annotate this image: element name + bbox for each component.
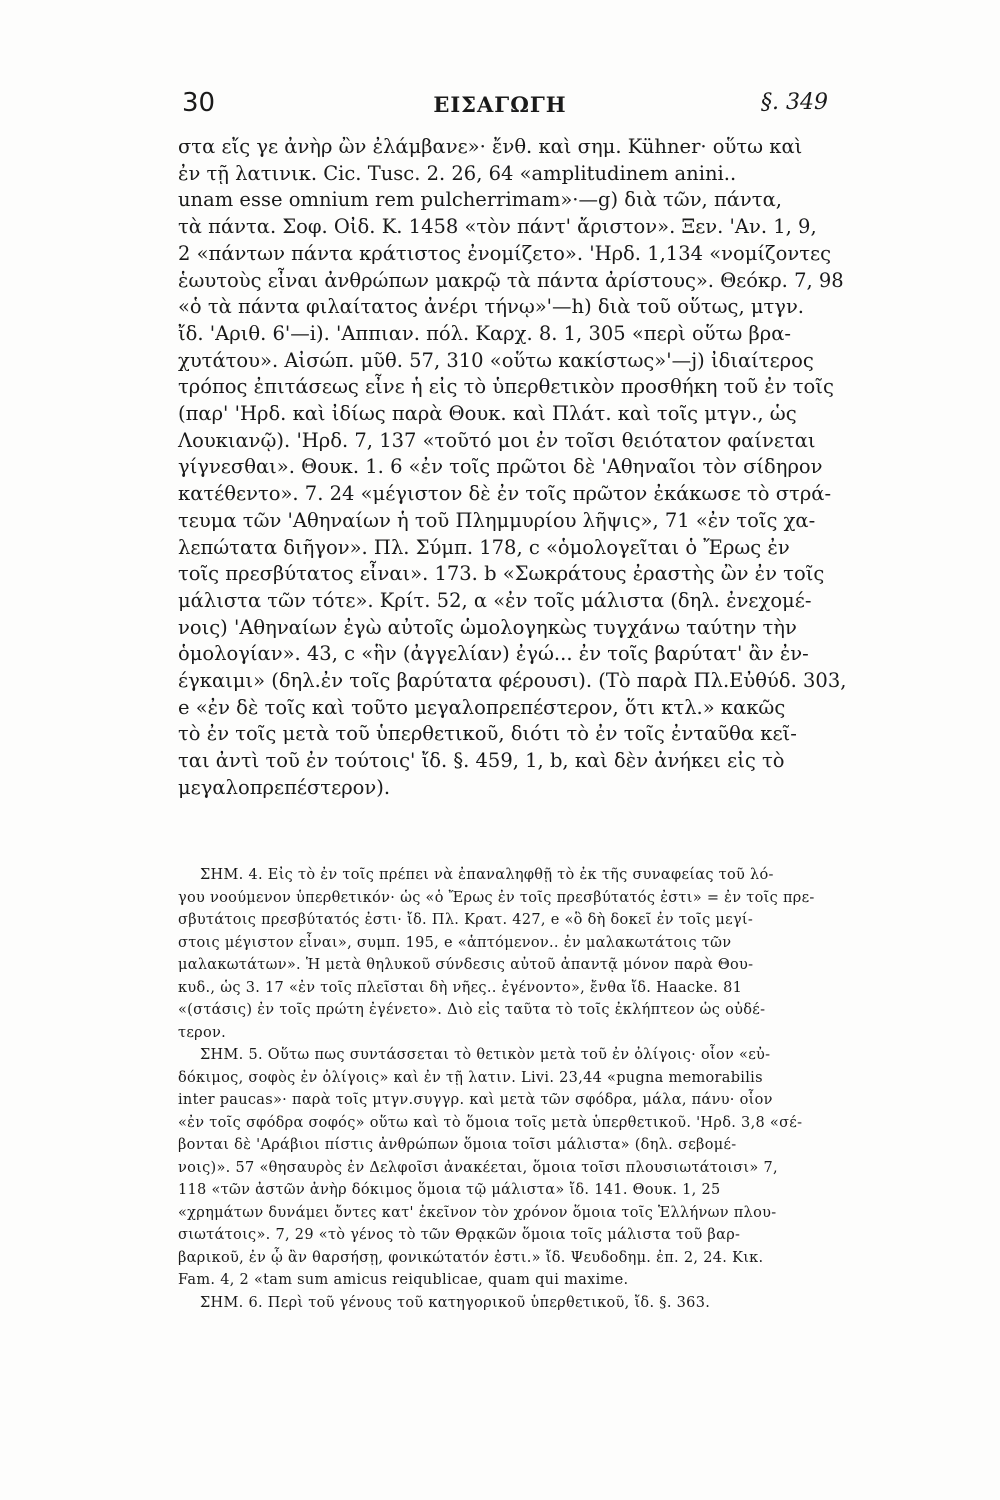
note-line: δόκιμος, σοφὸς ἐν ὀλίγοις» καὶ ἐν τῇ λατιν. Livi. 23,44 «pugna memorabilis <box>178 1069 763 1086</box>
note-line: σιωτάτοις». 7, 29 «τὸ γένος τὸ τῶν Θρᾳκῶν ὅμοια τοῖς μάλιστα τοῦ βαρ- <box>178 1227 741 1243</box>
note-line: μαλακωτάτων». Ἡ μετὰ θηλυκοῦ σύνδεσις αὐτοῦ ἀπαντᾷ μόνον παρὰ Θου- <box>178 957 754 973</box>
page-number: 30 <box>182 88 216 118</box>
text-line: τρόπος ἐπιτάσεως εἶνε ἡ εἰς τὸ ὑπερθετικὸν προσθήκη τοῦ ἐν τοῖς <box>178 375 834 399</box>
note-line: ΣΗΜ. 6. Περὶ τοῦ γένους τοῦ κατηγορικοῦ ὑπερθετικοῦ, ἴδ. §. 363. <box>200 1294 711 1311</box>
text-line: τὰ πάντα. Σοφ. Οἰδ. Κ. 1458 «τὸν πάντ' ἄριστον». Ξεν. 'Αν. 1, 9, <box>178 215 817 239</box>
text-line: «ὁ τὰ πάντα φιλαίτατος ἀνέρι τήνῳ»'—h) διὰ τοῦ οὕτως, μτγν. <box>178 295 805 319</box>
text-line: στα εἴς γε ἀνὴρ ὢν ἐλάμβανε»· ἔνθ. καὶ σημ. Kühner· οὕτω καὶ <box>178 135 803 158</box>
note-line: ΣΗΜ. 5. Οὕτω πως συντάσσεται τὸ θετικὸν μετὰ τοῦ ἐν ὀλίγοις· οἷον «εὐ- <box>200 1047 771 1063</box>
text-line: νοις) 'Αθηναίων ἐγὼ αὐτοῖς ὡμολογηκὼς τυγχάνω ταύτην τὴν <box>178 615 797 639</box>
text-line: 2 «πάντων πάντα κράτιστος ἐνομίζετο». 'Ηρδ. 1,134 «νομίζοντες <box>178 241 832 265</box>
note-line: νοις)». 57 «θησαυρὸς ἐν Δελφοῖσι ἀνακέεται, ὅμοια τοῖσι πλουσιωτάτοισι» 7, <box>178 1159 778 1176</box>
note-line: inter paucas»· παρὰ τοῖς μτγν.συγγρ. καὶ μετὰ τῶν σφόδρα, μάλα, πάνυ· οἷον <box>178 1092 773 1108</box>
text-line: (παρ' 'Ηρδ. καὶ ἰδίως παρὰ Θουκ. καὶ Πλάτ. καὶ τοῖς μτγν., ὡς <box>178 402 797 426</box>
note-line: σβυτάτοις πρεσβύτατός ἐστι· ἴδ. Πλ. Κρατ. 427, e «ὃ δὴ δοκεῖ ἐν τοῖς μεγί- <box>178 912 754 928</box>
text-line: ἴδ. 'Αριθ. 6'—i). 'Αππιαν. πόλ. Καρχ. 8. 1, 305 «περὶ οὕτω βρα- <box>178 321 792 345</box>
text-line: γίγνεσθαι». Θουκ. 1. 6 «ἐν τοῖς πρῶτοι δὲ 'Αθηναῖοι τὸν σίδηρον <box>178 455 823 479</box>
text-line: μεγαλοπρεπέστερον). <box>178 775 391 799</box>
text-line: ἑωυτοὺς εἶναι ἀνθρώπων μακρῷ τὰ πάντα ἀρίστους». Θεόκρ. 7, 98 <box>178 268 844 292</box>
note-line: τερον. <box>178 1024 227 1041</box>
note-line: ΣΗΜ. 4. Εἰς τὸ ἐν τοῖς πρέπει νὰ ἐπαναληφθῇ τὸ ἐκ τῆς συναφείας τοῦ λό- <box>200 867 774 883</box>
section-reference: §. 349 <box>761 90 828 115</box>
text-line: λεπώτατα διῆγον». Πλ. Σύμπ. 178, c «ὁμολογεῖται ὁ Ἔρως ἐν <box>178 535 790 559</box>
text-line: ὁμολογίαν». 43, c «ἣν (ἀγγελίαν) ἐγώ... ἐν τοῖς βαρύτατ' ἂν ἐν- <box>178 642 809 666</box>
text-line: unam esse omnium rem pulcherrimam»·—g) διὰ τῶν, πάντα, <box>178 188 782 212</box>
note-line: Fam. 4, 2 «tam sum amicus reiqublicae, quam qui maxime. <box>178 1272 629 1288</box>
note-line: «χρημάτων δυνάμει ὄντες κατ' ἐκεῖνον τὸν χρόνον ὅμοια τοῖς Ἑλλήνων πλου- <box>178 1204 777 1221</box>
running-title: ΕΙΣΑΓΩΓΗ <box>433 92 567 117</box>
footnotes <box>178 864 828 1314</box>
text-line: Λουκιανῷ). 'Ηρδ. 7, 137 «τοῦτό μοι ἐν τοῖσι θειότατον φαίνεται <box>178 428 816 452</box>
text-line: ται ἀντὶ τοῦ ἐν τούτοις' ἴδ. §. 459, 1, b, καὶ δὲν ἀνήκει εἰς τὸ <box>178 749 785 773</box>
text-line: μάλιστα τῶν τότε». Κρίτ. 52, α «ἐν τοῖς μάλιστα (δηλ. ἐνεχομέ- <box>178 588 812 612</box>
text-line: κατέθεντο». 7. 24 «μέγιστον δὲ ἐν τοῖς πρῶτον ἐκάκωσε τὸ στρά- <box>178 482 832 506</box>
note-line: 118 «τῶν ἀστῶν ἀνὴρ δόκιμος ὅμοια τῷ μάλιστα» ἴδ. 141. Θουκ. 1, 25 <box>178 1182 721 1198</box>
text-line: e «ἐν δὲ τοῖς καὶ τοῦτο μεγαλοπρεπέστερον, ὅτι κτλ.» κακῶς <box>178 695 786 719</box>
note-line: στοις μέγιστον εἶναι», συμπ. 195, e «ἁπτόμενον.. ἐν μαλακωτάτοις τῶν <box>178 934 732 951</box>
note-line: κυδ., ὡς 3. 17 «ἐν τοῖς πλεῖσται δὴ νῆες.. ἐγένοντο», ἔνθα ἴδ. Haacke. 81 <box>178 979 743 996</box>
note-line: «(στάσις) ἐν τοῖς πρώτη ἐγένετο». Διὸ εἰς ταῦτα τὸ τοῖς ἐκλήπτεον ὡς οὐδέ- <box>178 1002 766 1018</box>
text-line: τὸ ἐν τοῖς μετὰ τοῦ ὑπερθετικοῦ, διότι τὸ ἐν τοῖς ἐνταῦθα κεῖ- <box>178 722 797 746</box>
note-line: βαρικοῦ, ἐν ᾧ ἂν θαρσήσῃ, φονικώτατόν ἐστι.» ἴδ. Ψευδοδημ. ἐπ. 2, 24. Κικ. <box>178 1249 764 1266</box>
text-line: τευμα τῶν 'Αθηναίων ἡ τοῦ Πλημμυρίου λῆψις», 71 «ἐν τοῖς χα- <box>178 508 816 532</box>
note-line: γου νοούμενον ὑπερθετικόν· ὡς «ὁ Ἔρως ἐν τοῖς πρεσβύτατός ἐστι» = ἐν τοῖς πρε- <box>178 889 815 906</box>
main-text <box>178 134 847 802</box>
text-line: τοῖς πρεσβύτατος εἶναι». 173. b «Σωκράτους ἐραστὴς ὢν ἐν τοῖς <box>178 562 825 586</box>
page-header <box>170 88 830 128</box>
text-line: έγκαιμι» (δηλ.ἐν τοῖς βαρύτατα φέρουσι). (Τὸ παρὰ Πλ.Εὐθύδ. 303, <box>178 669 847 693</box>
text-line: ἐν τῇ λατινικ. Cic. Tusc. 2. 26, 64 «amplitudinem anini.. <box>178 161 737 185</box>
note-line: «ἐν τοῖς σφόδρα σοφός» οὕτω καὶ τὸ ὅμοια τοῖς μετὰ ὑπερθετικοῦ. 'Ηρδ. 3,8 «σέ- <box>178 1114 803 1131</box>
text-line: χυτάτου». Αἰσώπ. μῦθ. 57, 310 «οὕτω κακίστως»'—j) ἰδιαίτερος <box>178 348 814 372</box>
note-line: βονται δὲ 'Αράβιοι πίστις ἀνθρώπων ὅμοια τοῖσι μάλιστα» (δηλ. σεβομέ- <box>178 1137 737 1153</box>
